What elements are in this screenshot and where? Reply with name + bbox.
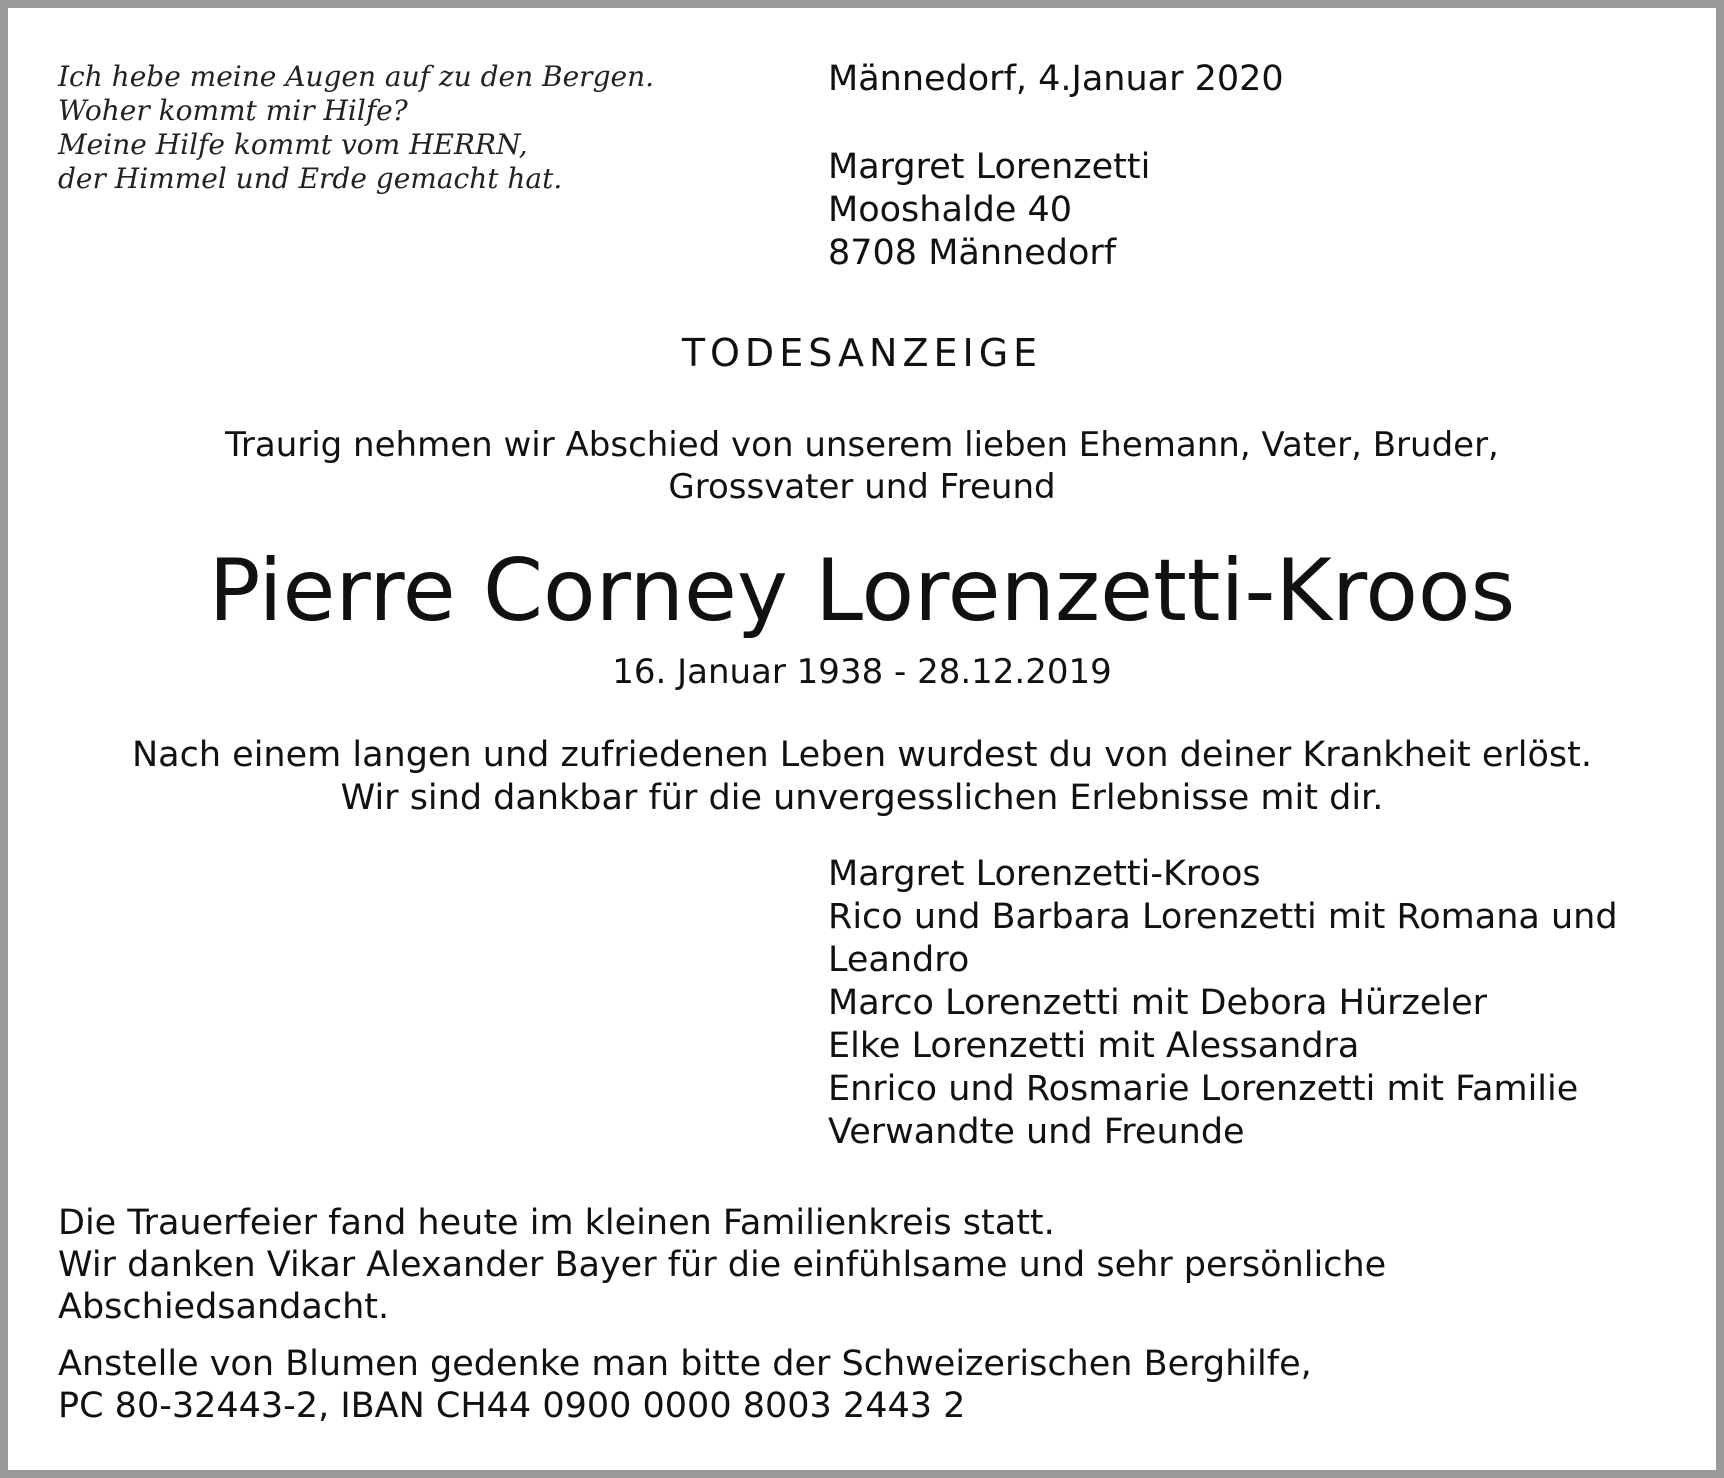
intro-line: Traurig nehmen wir Abschied von unserem lieben Ehemann, Vater, Bruder, [225, 425, 1499, 465]
intro-line: Grossvater und Freund [668, 467, 1056, 507]
donation-note [58, 1343, 1678, 1427]
intro-text [8, 424, 1716, 508]
mourner-line: Enrico und Rosmarie Lorenzetti mit Familie [828, 1069, 1579, 1109]
psalm-line: Woher kommt mir Hilfe? [58, 94, 408, 127]
message-line: Nach einem langen und zufriedenen Leben wurdest du von deiner Krankheit erlöst. [131, 735, 1593, 775]
mourner-line: Margret Lorenzetti-Kroos [828, 854, 1261, 894]
mourner-line: Leandro [828, 940, 970, 980]
deceased-name: Pierre Corney Lorenzetti-Kroos [208, 541, 1516, 641]
donation-line: Anstelle von Blumen gedenke man bitte der Schweizerischen Berghilfe, [58, 1344, 1312, 1384]
notice-heading: TODESANZEIGE [681, 331, 1043, 375]
dateline [828, 58, 1708, 101]
sender-name: Margret Lorenzetti [828, 147, 1151, 187]
funeral-note [58, 1202, 1678, 1328]
psalm-verse [58, 60, 778, 196]
psalm-line: Ich hebe meine Augen auf zu den Bergen. [58, 60, 654, 93]
psalm-line: der Himmel und Erde gemacht hat. [58, 162, 563, 195]
sender-address [828, 146, 1708, 275]
sender-city: 8708 Männedorf [828, 233, 1117, 273]
funeral-line: Abschiedsandacht. [58, 1287, 390, 1327]
sender-street: Mooshalde 40 [828, 190, 1073, 230]
mourner-line: Rico und Barbara Lorenzetti mit Romana und [828, 897, 1618, 937]
mourners-list [828, 853, 1708, 1154]
mourner-line: Verwandte und Freunde [828, 1112, 1245, 1152]
place-date: Männedorf, 4.Januar 2020 [828, 59, 1284, 99]
mourner-line: Marco Lorenzetti mit Debora Hürzeler [828, 983, 1488, 1023]
life-dates: 16. Januar 1938 - 28.12.2019 [612, 652, 1112, 692]
message-line: Wir sind dankbar für die unvergesslichen Erlebnisse mit dir. [340, 778, 1384, 818]
funeral-line: Die Trauerfeier fand heute im kleinen Familienkreis statt. [58, 1203, 1055, 1243]
funeral-line: Wir danken Vikar Alexander Bayer für die einfühlsame und sehr persönliche [58, 1245, 1387, 1285]
mourner-line: Elke Lorenzetti mit Alessandra [828, 1026, 1360, 1066]
farewell-message [8, 734, 1716, 820]
donation-line: PC 80-32443-2, IBAN CH44 0900 0000 8003 2443 2 [58, 1386, 966, 1426]
psalm-line: Meine Hilfe kommt vom HERRN, [58, 128, 528, 161]
